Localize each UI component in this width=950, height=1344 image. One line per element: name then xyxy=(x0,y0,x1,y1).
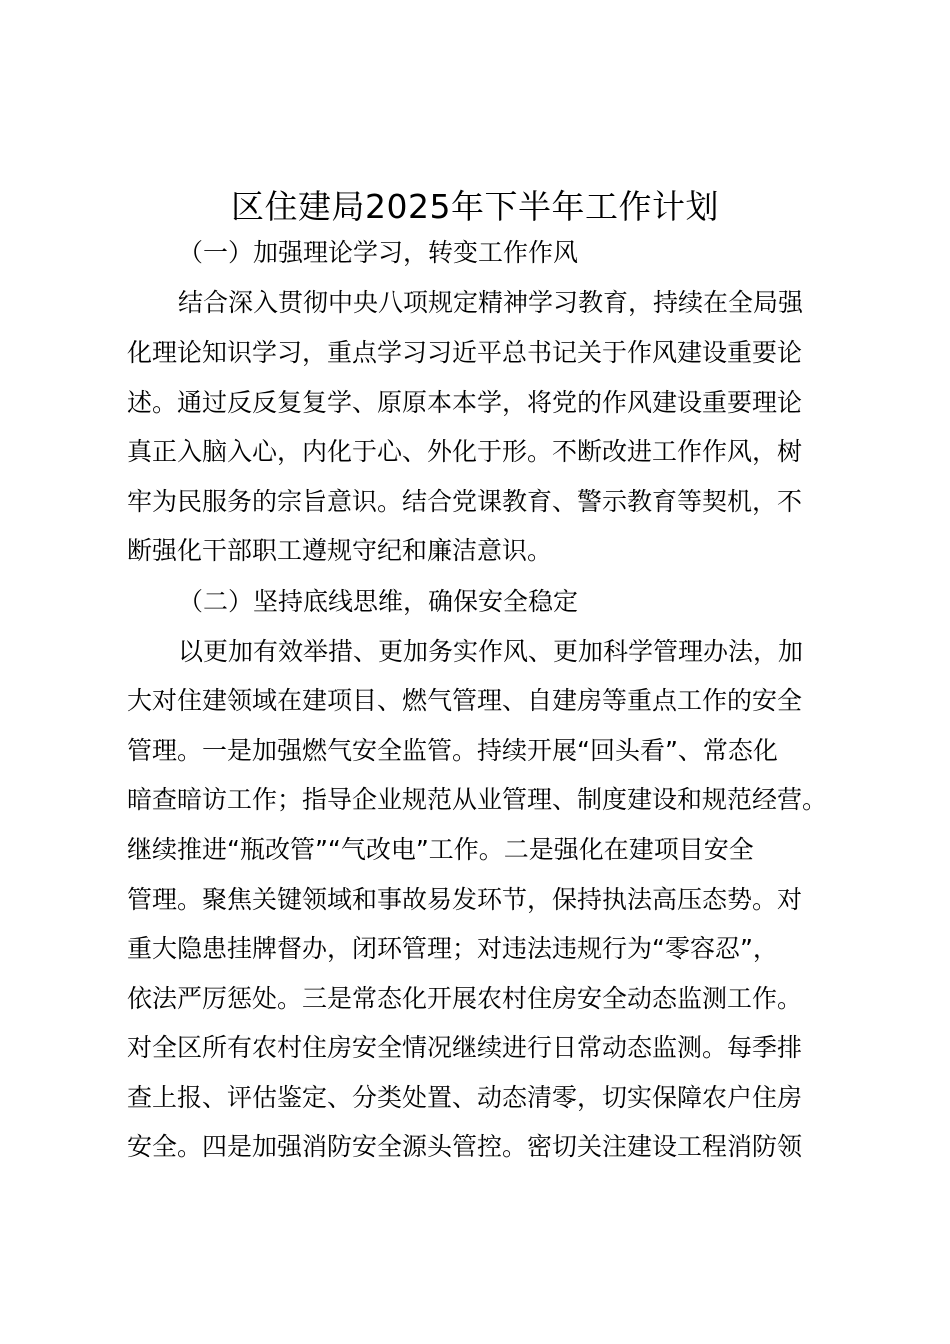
paragraph-line: 安全。四是加强消防安全源头管控。密切关注建设工程消防领 xyxy=(127,1132,803,1161)
document-title: 区住建局2025年下半年工作计划 xyxy=(231,187,719,226)
paragraph-line: 化理论知识学习，重点学习习近平总书记关于作风建设重要论 xyxy=(127,338,803,367)
paragraph-line: 对全区所有农村住房安全情况继续进行日常动态监测。每季排 xyxy=(127,1033,803,1062)
paragraph-line: 管理。一是加强燃气安全监管。持续开展“回头看”、常态化 xyxy=(127,736,778,765)
paragraph-line: 查上报、评估鉴定、分类处置、动态清零，切实保障农户住房 xyxy=(127,1083,803,1112)
paragraph-line: 牢为民服务的宗旨意识。结合党课教育、警示教育等契机，不 xyxy=(127,487,803,516)
paragraph-line: 断强化干部职工遵规守纪和廉洁意识。 xyxy=(127,536,553,565)
paragraph-line: 大对住建领域在建项目、燃气管理、自建房等重点工作的安全 xyxy=(127,686,803,715)
paragraph-line: 真正入脑入心，内化于心、外化于形。不断改进工作作风，树 xyxy=(127,437,803,466)
paragraph-line: 继续推进“瓶改管”“气改电”工作。二是强化在建项目安全 xyxy=(127,835,754,864)
paragraph-line: 管理。聚焦关键领域和事故易发环节，保持执法高压态势。对 xyxy=(127,885,803,914)
section-heading-2: （二）坚持底线思维，确保安全稳定 xyxy=(178,587,579,616)
paragraph-line: 暗查暗访工作；指导企业规范从业管理、制度建设和规范经营。 xyxy=(127,785,828,814)
paragraph-line: 结合深入贯彻中央八项规定精神学习教育，持续在全局强 xyxy=(178,288,804,317)
section-heading-1: （一）加强理论学习，转变工作作风 xyxy=(178,238,579,267)
paragraph-line: 依法严厉惩处。三是常态化开展农村住房安全动态监测工作。 xyxy=(127,984,803,1013)
paragraph-line: 重大隐患挂牌督办，闭环管理；对违法违规行为“零容忍”， xyxy=(127,934,778,963)
paragraph-line: 述。通过反反复复学、原原本本学，将党的作风建设重要理论 xyxy=(127,388,803,417)
paragraph-line: 以更加有效举措、更加务实作风、更加科学管理办法，加 xyxy=(178,637,804,666)
